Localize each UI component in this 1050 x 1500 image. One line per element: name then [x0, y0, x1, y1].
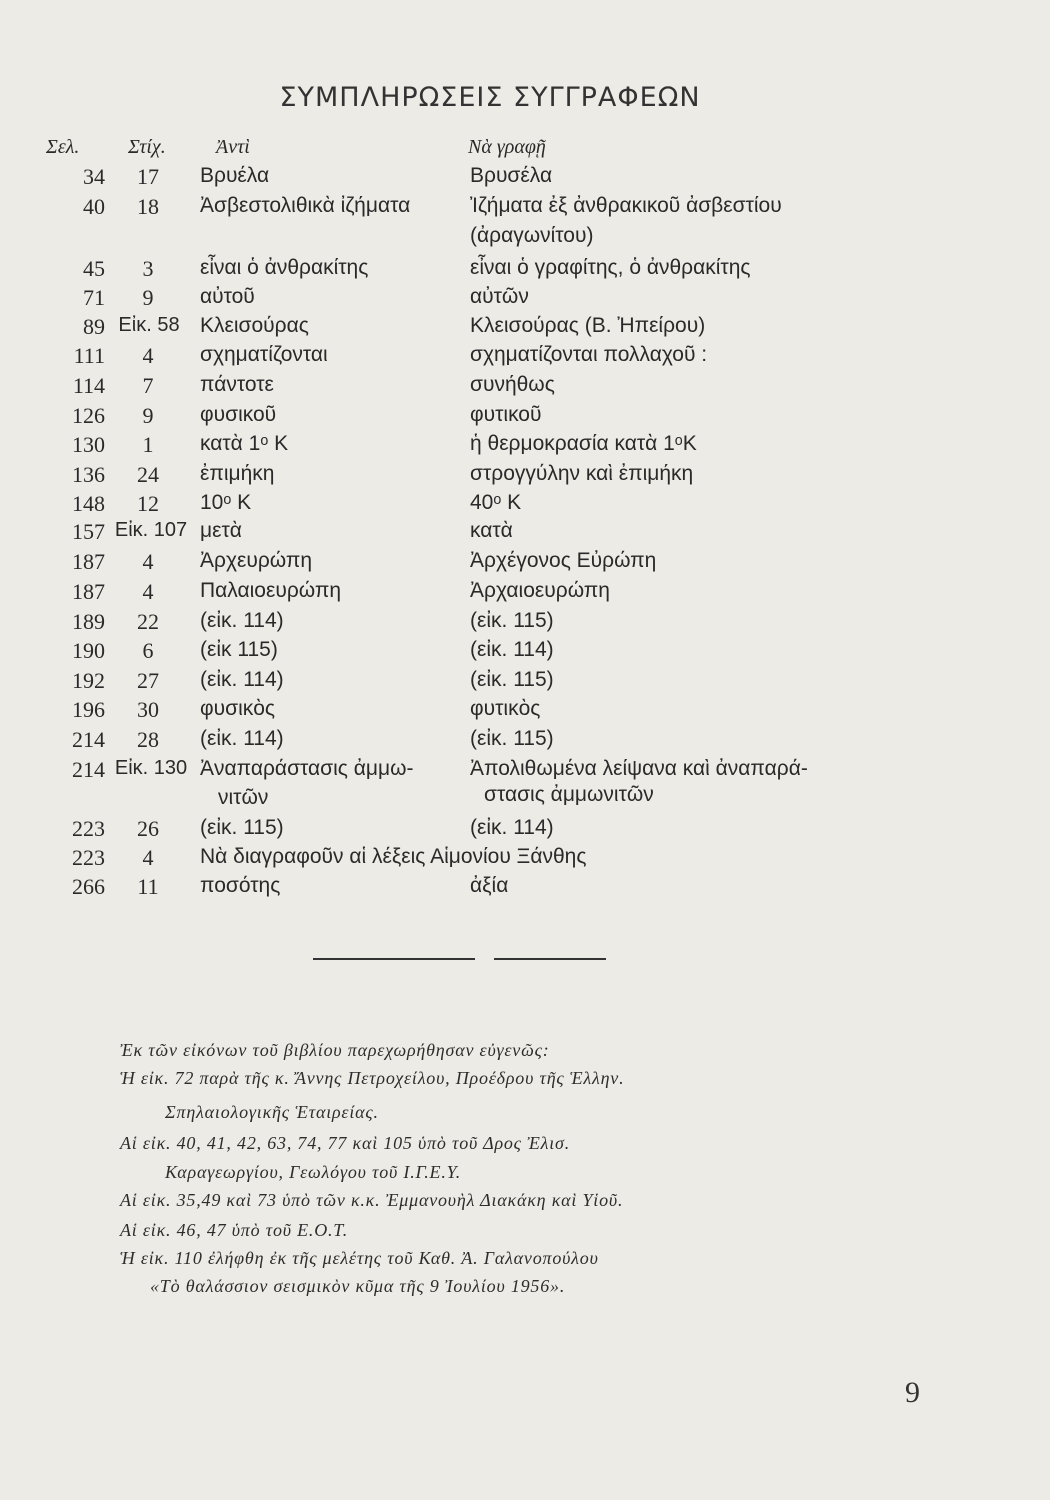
cell-instead: εἶναι ὁ ἀνθρακίτης [200, 256, 369, 279]
credits-line: Καραγεωργίου, Γεωλόγου τοῦ Ι.Γ.Ε.Υ. [165, 1162, 462, 1182]
cell-page: 157 [72, 519, 105, 544]
cell-page: 45 [83, 256, 105, 281]
cell-read: φυτικοῦ [470, 403, 542, 426]
cell-instead: (εἰκ. 114) [200, 727, 284, 750]
cell-read: φυτικὸς [470, 697, 541, 720]
cell-read: Ἀρχέγονος Εὐρώπη [470, 549, 657, 572]
cell-page: 114 [72, 373, 105, 398]
cell-read: ἀξία [470, 874, 509, 897]
table-row [0, 285, 1050, 315]
cell-line: 9 [142, 403, 154, 428]
cell-read: συνήθως [470, 373, 555, 396]
table-row [0, 432, 1050, 462]
cell-read: ἡ θερμοκρασία κατὰ 1ᵒΚ [470, 432, 697, 455]
table-row [0, 549, 1050, 579]
divider-left [313, 958, 475, 960]
table-row [0, 373, 1050, 403]
cell-instead: (εἰκ. 114) [200, 609, 284, 632]
cell-line: 7 [142, 373, 154, 398]
table-row [0, 343, 1050, 373]
cell-read-continuation: στασις ἀμμωνιτῶν [484, 783, 654, 806]
credits-line: Αἱ εἰκ. 35,49 καὶ 73 ὑπὸ τῶν κ.κ. Ἐμμανουὴλ Διακάκη καὶ Υἱοῦ. [120, 1190, 624, 1210]
cell-read: εἶναι ὁ γραφίτης, ὁ ἀνθρακίτης [470, 256, 751, 279]
table-row [0, 727, 1050, 757]
cell-line: 12 [137, 491, 159, 516]
credits-line: Ἡ εἰκ. 110 ἐλήφθη ἐκ τῆς μελέτης τοῦ Καθ. Ἀ. Γαλανοπούλου [120, 1248, 599, 1268]
cell-read: (εἰκ. 115) [470, 609, 554, 632]
cell-line: 9 [142, 285, 154, 310]
cell-line: 26 [137, 816, 159, 841]
cell-line: Εἰκ. 58 [118, 314, 180, 336]
cell-page: 187 [72, 579, 105, 604]
table-row [0, 164, 1050, 194]
cell-read: (εἰκ. 114) [470, 816, 554, 839]
table-row [0, 491, 1050, 521]
cell-read: Ἰζήματα ἐξ ἀνθρακικοῦ ἀσβεστίου [470, 194, 782, 217]
cell-line: 1 [142, 432, 154, 457]
cell-instead: (εἰκ 115) [200, 638, 278, 661]
cell-page: 192 [72, 668, 105, 693]
credits-line: Σπηλαιολογικῆς Ἑταιρείας. [165, 1102, 379, 1122]
header-line: Στίχ. [128, 136, 166, 158]
cell-read: Βρυσέλα [470, 164, 553, 187]
cell-page: 148 [72, 491, 105, 516]
cell-instead: πάντοτε [200, 373, 274, 396]
credits-line: Ἐκ τῶν εἰκόνων τοῦ βιβλίου παρεχωρήθησαν εὐγενῶς: [120, 1040, 550, 1060]
cell-read-continuation: (ἀραγωνίτου) [470, 224, 594, 247]
cell-instead: κατὰ 1ᵒ Κ [200, 432, 289, 455]
cell-instead: Βρυέλα [200, 164, 270, 187]
table-row [0, 403, 1050, 433]
cell-instead: Ἀρχευρώπη [200, 549, 313, 572]
cell-line: Εἰκ. 107 [114, 519, 188, 541]
credits-line: «Τὸ θαλάσσιον σεισμικὸν κῦμα τῆς 9 Ἰουλίου 1956». [150, 1276, 566, 1296]
cell-read: σχηματίζονται πολλαχοῦ : [470, 343, 708, 366]
cell-line: 22 [137, 609, 159, 634]
cell-instead: ποσότης [200, 874, 281, 897]
cell-page: 223 [72, 845, 105, 870]
cell-line: 6 [142, 638, 154, 663]
cell-read: αὐτῶν [470, 285, 529, 308]
cell-read: Ἀπολιθωμένα λείψανα καὶ ἀναπαρά- [470, 757, 808, 780]
cell-instead: Παλαιοευρώπη [200, 579, 342, 602]
cell-read: Ἀρχαιοευρώπη [470, 579, 610, 602]
cell-instead: (εἰκ. 114) [200, 668, 284, 691]
header-page: Σελ. [46, 136, 80, 158]
table-row [0, 638, 1050, 668]
cell-instead: Κλεισούρας [200, 314, 309, 337]
cell-instead: σχηματίζονται [200, 343, 328, 366]
cell-instead: Ἀσβεστολιθικὰ ἰζήματα [200, 194, 411, 217]
divider-right [494, 958, 606, 960]
cell-page: 126 [72, 403, 105, 428]
cell-page: 223 [72, 816, 105, 841]
cell-page: 190 [72, 638, 105, 663]
cell-page: 130 [72, 432, 105, 457]
cell-line: 24 [137, 462, 159, 487]
cell-page: 40 [83, 194, 105, 219]
header-read: Νὰ γραφῇ [468, 136, 546, 158]
credits-line: Αἱ εἰκ. 40, 41, 42, 63, 74, 77 καὶ 105 ὑπὸ τοῦ Δρος Ἐλισ. [120, 1133, 571, 1153]
cell-page: 136 [72, 462, 105, 487]
cell-line: 4 [142, 343, 154, 368]
cell-line: 4 [142, 579, 154, 604]
table-row [0, 256, 1050, 286]
cell-line: 28 [137, 727, 159, 752]
table-row [0, 874, 1050, 904]
cell-instead: ἐπιμήκη [200, 462, 275, 485]
cell-instead: φυσικοῦ [200, 403, 277, 426]
table-row [0, 845, 1050, 875]
cell-page: 71 [83, 285, 105, 310]
table-header [0, 136, 1050, 166]
table-row [0, 194, 1050, 224]
cell-line: 4 [142, 549, 154, 574]
cell-line: 11 [137, 874, 159, 899]
cell-instead: φυσικὸς [200, 697, 276, 720]
cell-read: κατὰ [470, 519, 513, 542]
cell-line: 3 [142, 256, 154, 281]
table-row [0, 519, 1050, 549]
cell-page: 266 [72, 874, 105, 899]
cell-read: 40ᵒ Κ [470, 491, 522, 514]
cell-read: στρογγύλην καὶ ἐπιμήκη [470, 462, 694, 485]
cell-read: (εἰκ. 115) [470, 727, 554, 750]
cell-page: 189 [72, 609, 105, 634]
cell-instead: Νὰ διαγραφοῦν αἱ λέξεις Αἱμονίου Ξάνθης [200, 845, 587, 868]
header-instead: Ἀντὶ [216, 136, 250, 158]
cell-instead-continuation: νιτῶν [218, 786, 269, 809]
cell-page: 214 [72, 757, 105, 782]
cell-instead: Ἀναπαράστασις ἀμμω- [200, 757, 414, 780]
cell-instead: (εἰκ. 115) [200, 816, 284, 839]
cell-page: 187 [72, 549, 105, 574]
cell-line: 17 [137, 164, 159, 189]
table-row [0, 462, 1050, 492]
cell-line: 27 [137, 668, 159, 693]
cell-instead: αὐτοῦ [200, 285, 255, 308]
table-row [0, 609, 1050, 639]
credits-line: Ἡ εἰκ. 72 παρὰ τῆς κ. Ἄννης Πετροχείλου, Προέδρου τῆς Ἑλλην. [120, 1068, 625, 1088]
cell-page: 34 [83, 164, 105, 189]
page-title: ΣΥΜΠΛΗΡΩΣΕΙΣ ΣΥΓΓΡΑΦΕΩΝ [279, 82, 701, 113]
cell-page: 214 [72, 727, 105, 752]
cell-page: 111 [73, 343, 105, 368]
table-row [0, 697, 1050, 727]
cell-page: 196 [72, 697, 105, 722]
cell-page: 89 [83, 314, 105, 339]
cell-line: 18 [137, 194, 159, 219]
cell-read: (εἰκ. 114) [470, 638, 554, 661]
cell-line: Εἰκ. 130 [114, 757, 188, 779]
page-number: 9 [905, 1376, 920, 1409]
credits-line: Αἱ εἰκ. 46, 47 ὑπὸ τοῦ Ε.Ο.Τ. [120, 1220, 349, 1240]
cell-read: (εἰκ. 115) [470, 668, 554, 691]
table-row [0, 668, 1050, 698]
table-row [0, 314, 1050, 344]
table-row [0, 579, 1050, 609]
cell-read: Κλεισούρας (Β. Ἠπείρου) [470, 314, 706, 337]
table-row [0, 816, 1050, 846]
cell-instead: μετὰ [200, 519, 242, 542]
cell-line: 30 [137, 697, 159, 722]
cell-instead: 10ᵒ Κ [200, 491, 252, 514]
cell-line: 4 [142, 845, 154, 870]
